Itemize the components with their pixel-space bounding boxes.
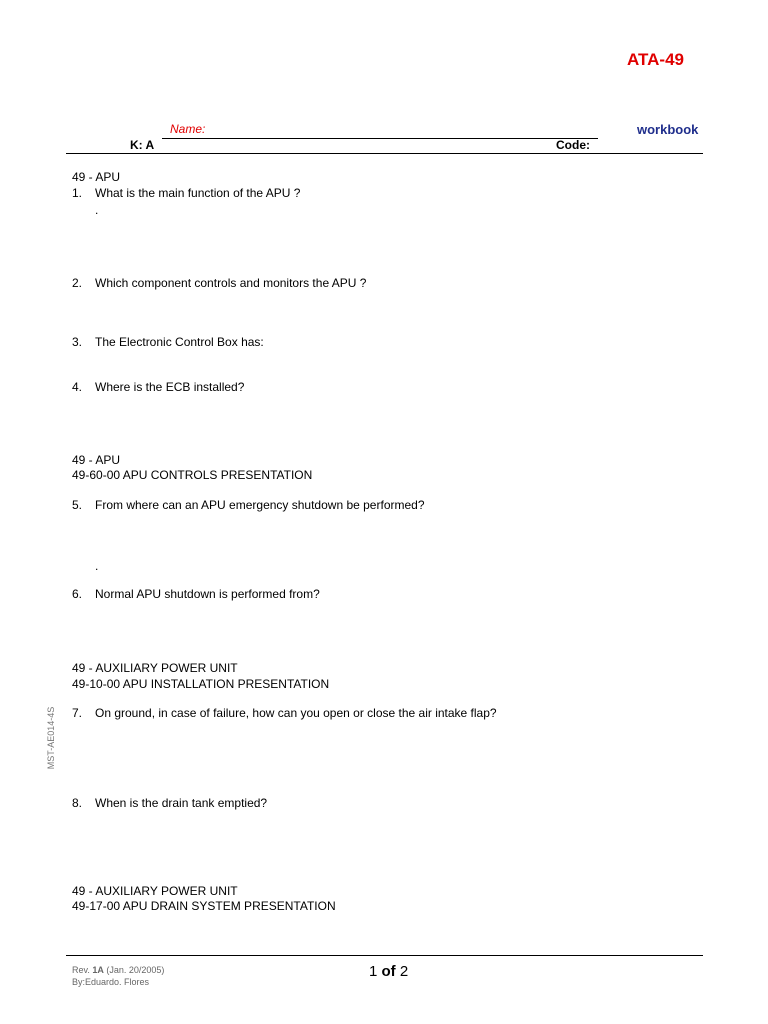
question-text: When is the drain tank emptied? [95,796,268,810]
question-text: Normal APU shutdown is performed from? [95,587,320,601]
page-of: of [381,963,396,980]
document-code-title: ATA-49 [627,50,684,69]
question-number: 1. [72,186,83,200]
question-text: Where is the ECB installed? [95,380,245,394]
code-label: Code: [556,138,590,152]
section-subheading: 49-17-00 APU DRAIN SYSTEM PRESENTATION [72,899,336,913]
question-item [0,706,768,721]
question-item [0,587,768,602]
name-label: Name: [170,122,206,136]
side-document-code: MST-AE014-4S [46,706,56,770]
name-entry-line[interactable] [162,138,598,139]
question-item [0,186,768,201]
section-heading: 49 - AUXILIARY POWER UNIT [72,661,238,675]
page-current: 1 [369,963,378,980]
question-item [0,380,768,395]
revision-code: 1A [92,965,104,975]
revision-line [72,964,164,976]
question-text: Which component controls and monitors the APU ? [95,276,367,290]
question-text: The Electronic Control Box has: [95,335,264,349]
section-subheading: 49-60-00 APU CONTROLS PRESENTATION [72,468,313,482]
question-item [0,335,768,350]
page-number [369,963,408,980]
question-text: On ground, in case of failure, how can you open or close the air intake flap? [95,706,497,720]
question-number: 6. [72,587,83,601]
k-level-label: K: A [130,138,155,152]
page-total: 2 [399,963,409,980]
author-line: By:Eduardo. Flores [72,977,150,987]
header-divider [66,153,703,154]
question-number: 3. [72,335,83,349]
section-heading: 49 - APU [72,170,121,184]
section-heading: 49 - AUXILIARY POWER UNIT [72,884,238,898]
section-subheading: 49-10-00 APU INSTALLATION PRESENTATION [72,677,330,691]
revision-date: (Jan. 20/2005) [103,965,165,975]
question-number: 8. [72,796,83,810]
question-number: 5. [72,498,83,512]
answer-mark: . [95,559,99,573]
question-number: 2. [72,276,83,290]
revision-info [72,964,164,988]
workbook-label: workbook [637,122,699,137]
question-item [0,276,768,291]
section-heading: 49 - APU [72,453,121,467]
question-text: From where can an APU emergency shutdown be performed? [95,498,425,512]
revision-prefix: Rev. [72,965,93,975]
footer-divider [66,955,703,956]
question-text: What is the main function of the APU ? [95,186,301,200]
answer-mark: . [95,203,99,217]
question-number: 4. [72,380,83,394]
question-item [0,498,768,513]
question-item [0,796,768,811]
question-number: 7. [72,706,83,720]
